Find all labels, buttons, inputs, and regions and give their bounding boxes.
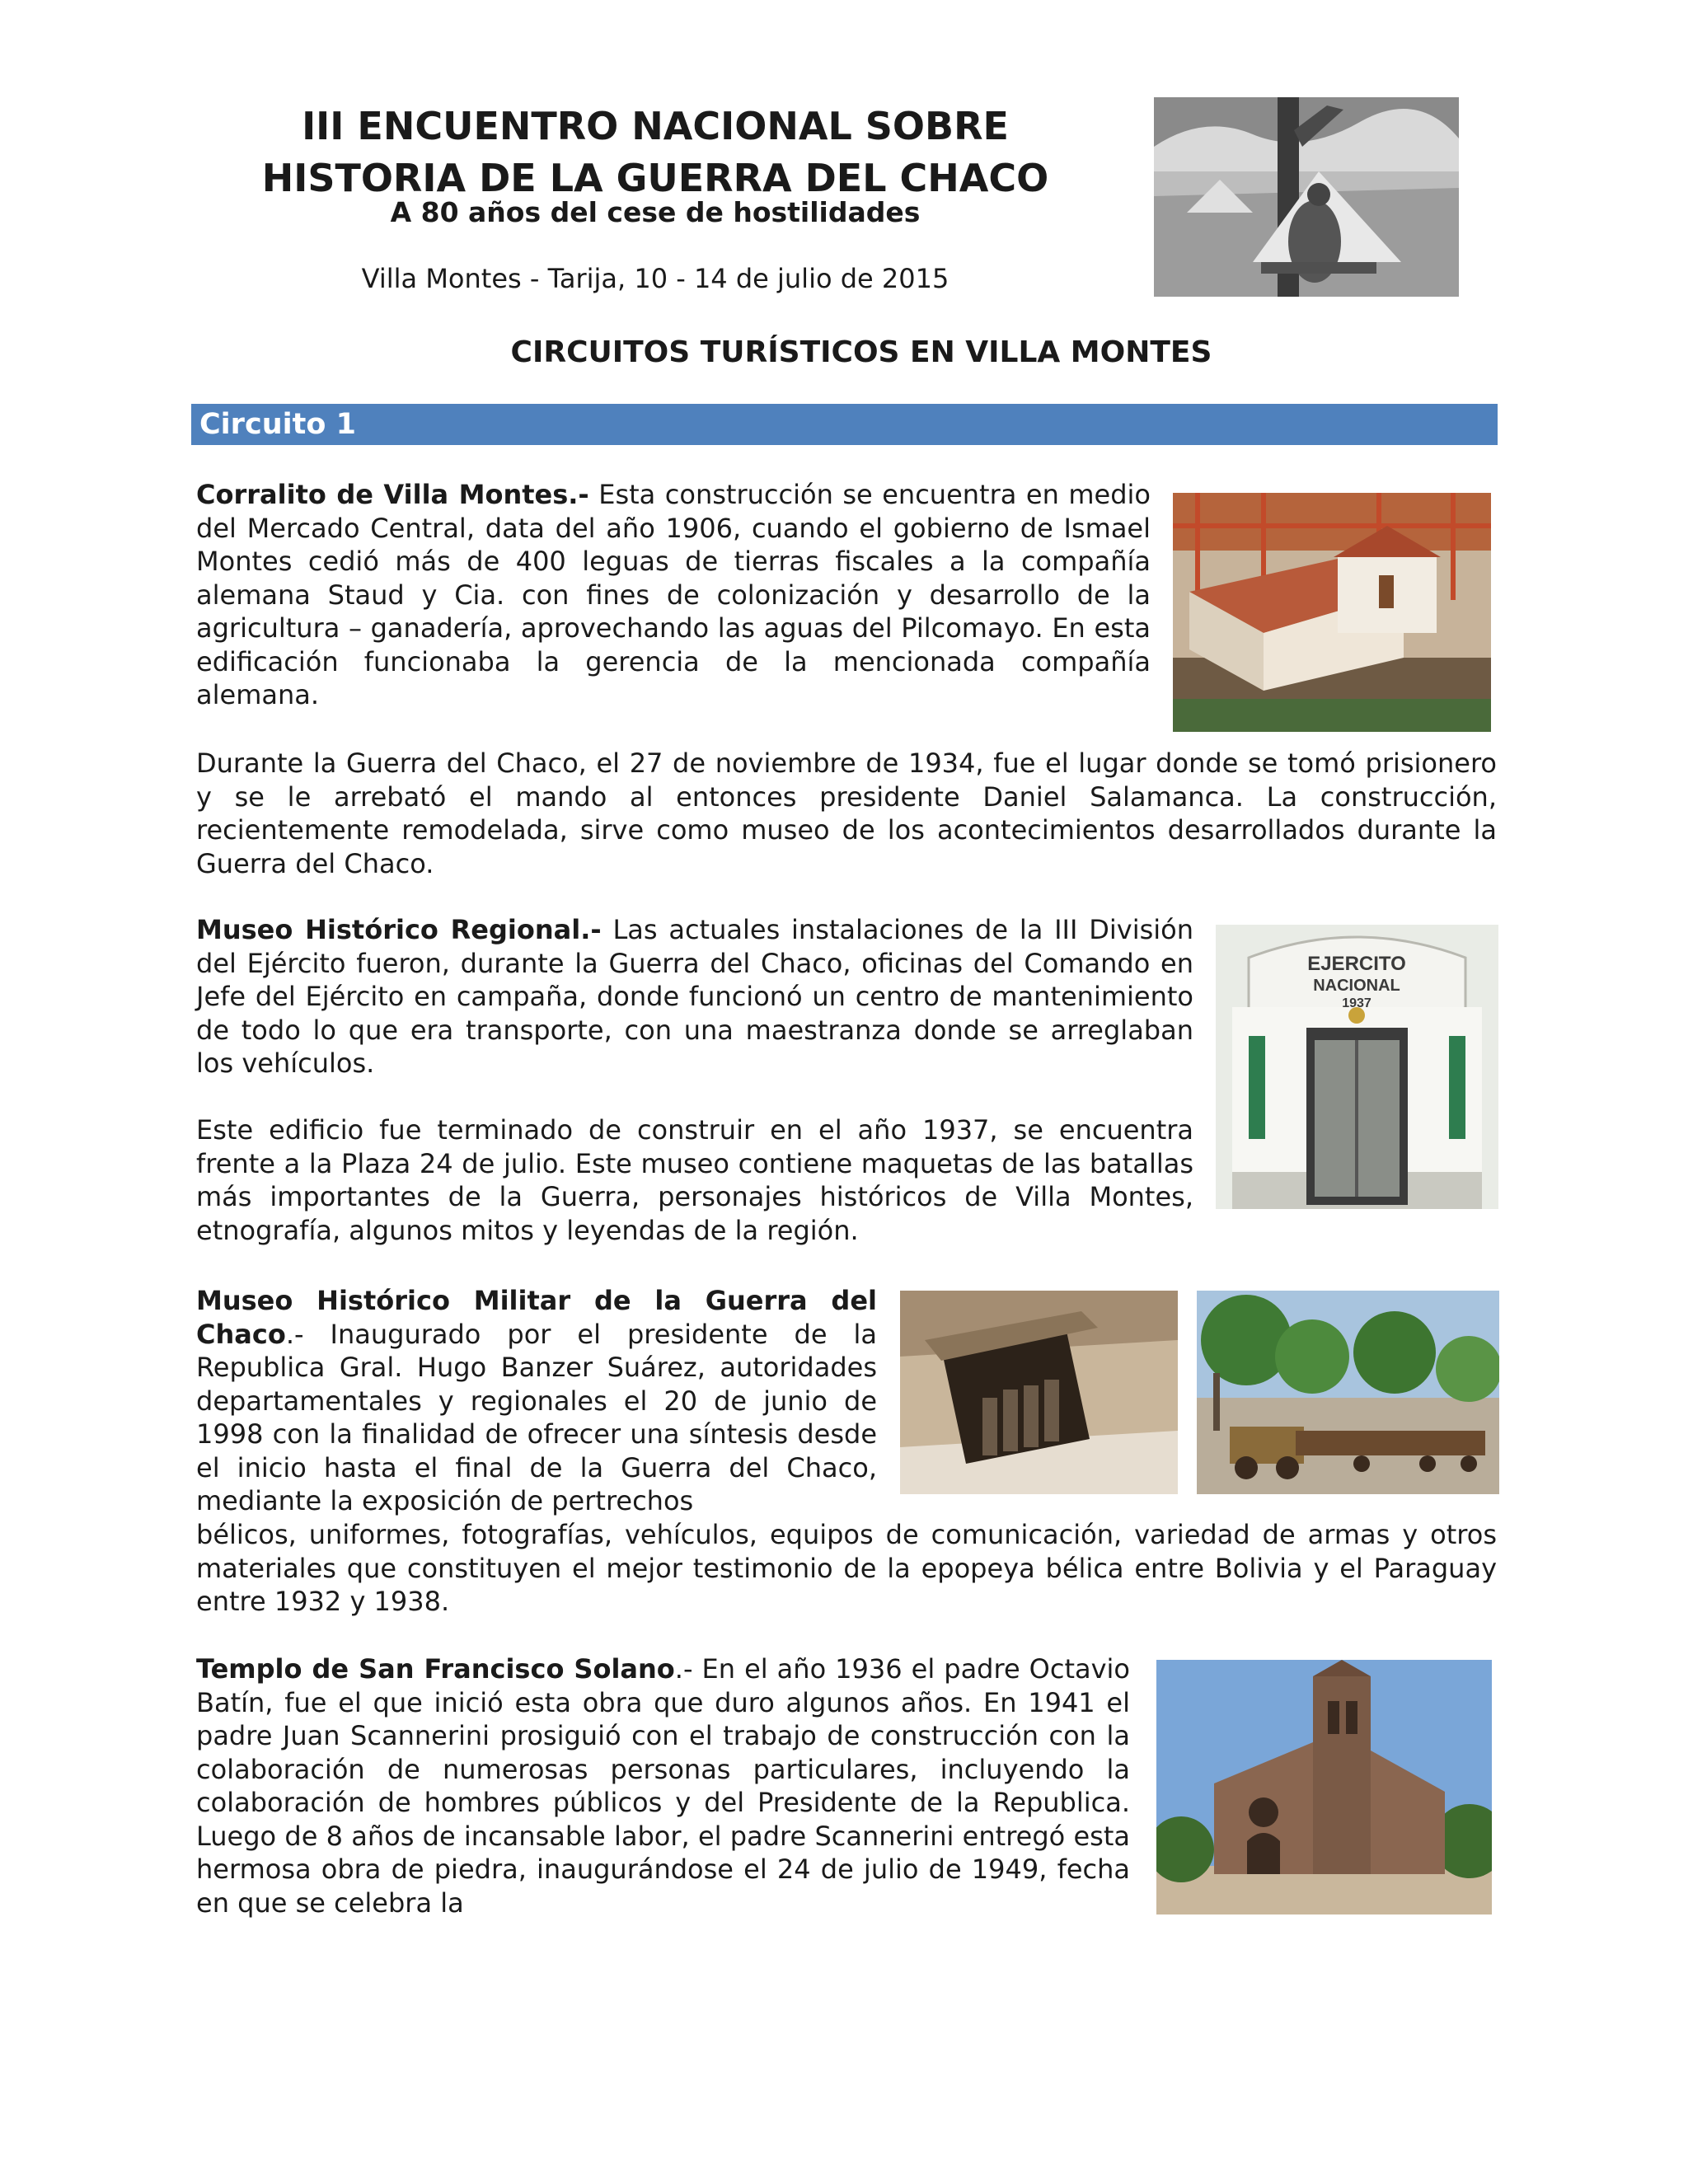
section-title: CIRCUITOS TURÍSTICOS EN VILLA MONTES [510, 335, 1212, 369]
header-photo-soldier [1154, 97, 1459, 297]
entry-templo [196, 1652, 1130, 1919]
photo-templo-church [1156, 1660, 1492, 1915]
entry-museo-regional-text2: Este edificio fue terminado de construir en el año 1937, se encuentra frente a la Plaza 24 de julio. Este museo contiene maquetas de las batallas más importantes de la Guerra, personajes históricos de Villa Montes, etnografía, algunos mitos y leyendas de la región. [196, 1114, 1193, 1246]
entry-heading: Museo Histórico Militar de la Guerra del Chaco [196, 1285, 877, 1350]
entry-heading: Corralito de Villa Montes.- [196, 479, 589, 510]
entry-text: .- Inaugurado por el presidente de la Republica Gral. Hugo Banzer Suárez, autoridades departamentales y regionales el 20 de junio de 1998 con la finalidad de ofrecer una síntesis desde el inicio hasta el final de la Guerra del Chaco, mediante la exposición de pertrechos [196, 1318, 877, 1516]
entry-text: Esta construcción se encuentra en medio del Mercado Central, data del año 1906, cuando el gobierno de Ismael Montes cedió más de 400 leguas de tierras fiscales a la compañía alemana Staud y Cia. con fines de colonización y desarrollo de la agricultura – ganadería, aprovechando las aguas del Pilcomayo. En esta edificación funcionaba la gerencia de la mencionada compañía alemana. [196, 479, 1151, 710]
photo-corralito-model [1173, 493, 1491, 732]
entry-heading: Templo de San Francisco Solano [196, 1653, 675, 1685]
photo-sign-line1: EJERCITO [1307, 953, 1406, 975]
title-line-2: HISTORIA DE LA GUERRA DEL CHACO [261, 156, 1049, 200]
entry-corralito [196, 478, 1151, 712]
circuit-header-bar [191, 404, 1498, 445]
document-title [198, 101, 1113, 204]
entry-text: .- En el año 1936 el padre Octavio Batín, fue el que inició esta obra que duro algunos años. En 1941 el padre Juan Scannerini prosiguió con el trabajo de construcción con la colaboración de numerosas personas particulares, incluyendo la colaboración de hombres públicos y del Presidente de la Republica. Luego de 8 años de incansable labor, el padre Scannerini entregó esta hermosa obra de piedra, inaugurándose el 24 de julio de 1949, fecha en que se celebra la [196, 1653, 1130, 1919]
photo-museo-regional-building [1216, 925, 1498, 1209]
photo-sign-line3: 1937 [1342, 996, 1372, 1010]
entry-text: Las actuales instalaciones de la III División del Ejército fueron, durante la Guerra del Chaco, oficinas del Comando en Jefe del Ejército en campaña, donde funcionó un centro de mantenimiento de todo lo que era transporte, con una maestranza donde se arreglaban los vehículos. [196, 914, 1194, 1079]
entry-museo-militar-text2: bélicos, uniformes, fotografías, vehículos, equipos de comunicación, variedad de armas y otros materiales que constituyen el mejor testimonio de la epopeya bélica entre Bolivia y el Paraguay entre 1932 y 1938. [196, 1519, 1497, 1617]
photo-sign-line2: NACIONAL [1313, 977, 1400, 995]
entry-museo-regional [196, 913, 1193, 1080]
photo-museo-militar-vehicles [1197, 1291, 1499, 1494]
circuit-label: Circuito 1 [199, 408, 356, 441]
entry-museo-militar [196, 1284, 877, 1518]
title-line-1: III ENCUENTRO NACIONAL SOBRE [302, 104, 1009, 148]
place-date: Villa Montes - Tarija, 10 - 14 de julio de 2015 [361, 263, 950, 294]
photo-museo-militar-bunker [900, 1291, 1178, 1494]
document-subtitle: A 80 años del cese de hostilidades [390, 196, 921, 228]
entry-corralito-text2: Durante la Guerra del Chaco, el 27 de noviembre de 1934, fue el lugar donde se tomó prisionero y se le arrebató el mando al entonces presidente Daniel Salamanca. La construcción, recientemente remodelada, sirve como museo de los acontecimientos desarrollados durante la Guerra del Chaco. [196, 748, 1497, 879]
entry-heading: Museo Histórico Regional.- [196, 914, 602, 945]
